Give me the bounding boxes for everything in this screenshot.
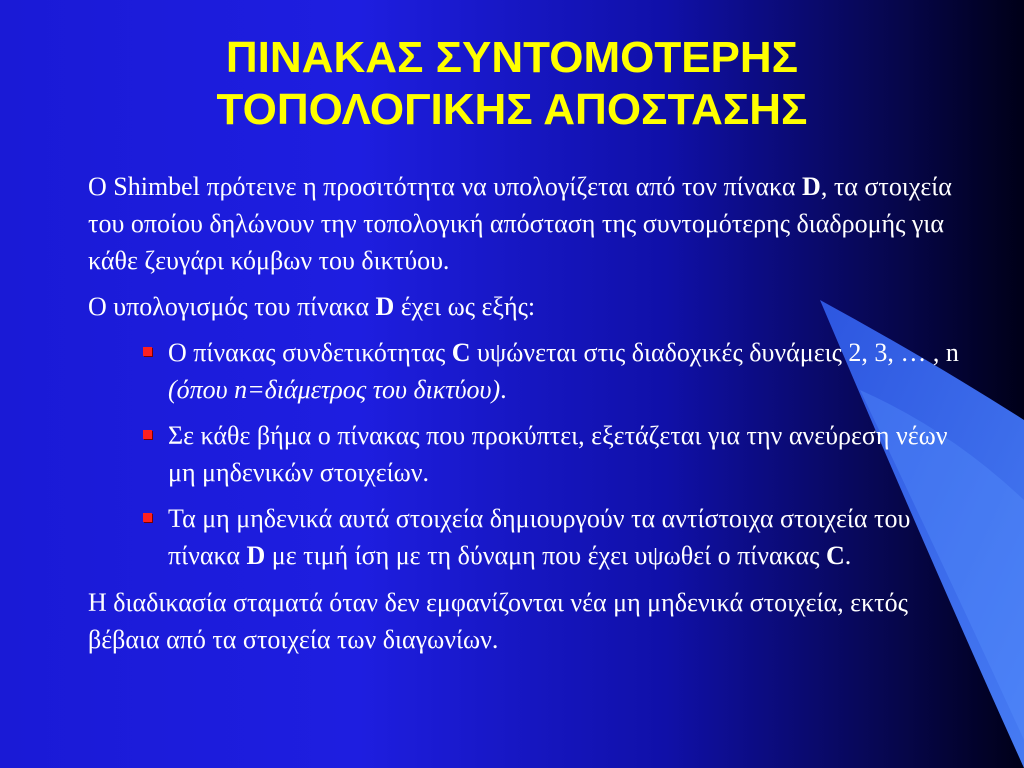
matrix-d-label: D [246, 541, 266, 570]
steps-list [88, 334, 968, 574]
square-bullet-icon [143, 430, 152, 439]
intro-text-start: Ο Shimbel πρότεινε η προσιτότητα να υπολογίζεται από τον πίνακα [88, 172, 803, 201]
slide-title [0, 32, 1024, 136]
bullet-text: υψώνεται στις διαδοχικές δυνάμεις 2, 3, … , n [470, 338, 959, 367]
computation-paragraph [88, 288, 968, 325]
closing-paragraph [88, 584, 968, 658]
bullet-text: με τιμή ίση με τη δύναμη που έχει υψωθεί ο πίνακας [265, 541, 826, 570]
slide-title-line-1: ΠΙΝΑΚΑΣ ΣΥΝΤΟΜΟΤΕΡΗΣ [225, 33, 799, 82]
intro-text-end: , τα στοιχεία του οποίου δηλώνουν την τοπολογική απόσταση της συντομότερης διαδρομής για κάθε ζευγάρι κόμβων του δικτύου. [88, 172, 952, 275]
list-item [88, 417, 968, 491]
computation-text-start: Ο υπολογισμός του πίνακα [88, 292, 376, 321]
square-bullet-icon [143, 513, 152, 522]
matrix-c-label: C [451, 338, 471, 367]
bullet-text: . [844, 541, 852, 570]
diameter-note: (όπου n=διάμετρος του δικτύου) [168, 375, 501, 404]
matrix-d-label: D [802, 172, 821, 201]
bullet-text: Σε κάθε βήμα ο πίνακας που προκύπτει, εξετάζεται για την ανεύρεση νέων μη μηδενικών στοιχείων. [168, 421, 948, 487]
closing-text: Η διαδικασία σταματά όταν δεν εμφανίζονται νέα μη μηδενικά στοιχεία, εκτός βέβαια από τα στοιχεία των διαγωνίων. [88, 588, 908, 654]
bullet-text: Ο πίνακας συνδετικότητας [168, 338, 452, 367]
computation-text-end: έχει ως εξής: [394, 292, 536, 321]
slide-title-line-2: ΤΟΠΟΛΟΓΙΚΗΣ ΑΠΟΣΤΑΣΗΣ [216, 85, 808, 134]
slide-body [88, 168, 968, 667]
bullet-text: Τα μη μηδενικά αυτά στοιχεία δημιουργούν τα αντίστοιχα στοιχεία του πίνακα [168, 504, 911, 570]
square-bullet-icon [143, 347, 152, 356]
list-item [88, 500, 968, 574]
list-item [88, 334, 968, 408]
matrix-c-label: C [825, 541, 845, 570]
intro-paragraph [88, 168, 968, 279]
matrix-d-label: D [375, 292, 395, 321]
bullet-text: . [500, 375, 507, 404]
